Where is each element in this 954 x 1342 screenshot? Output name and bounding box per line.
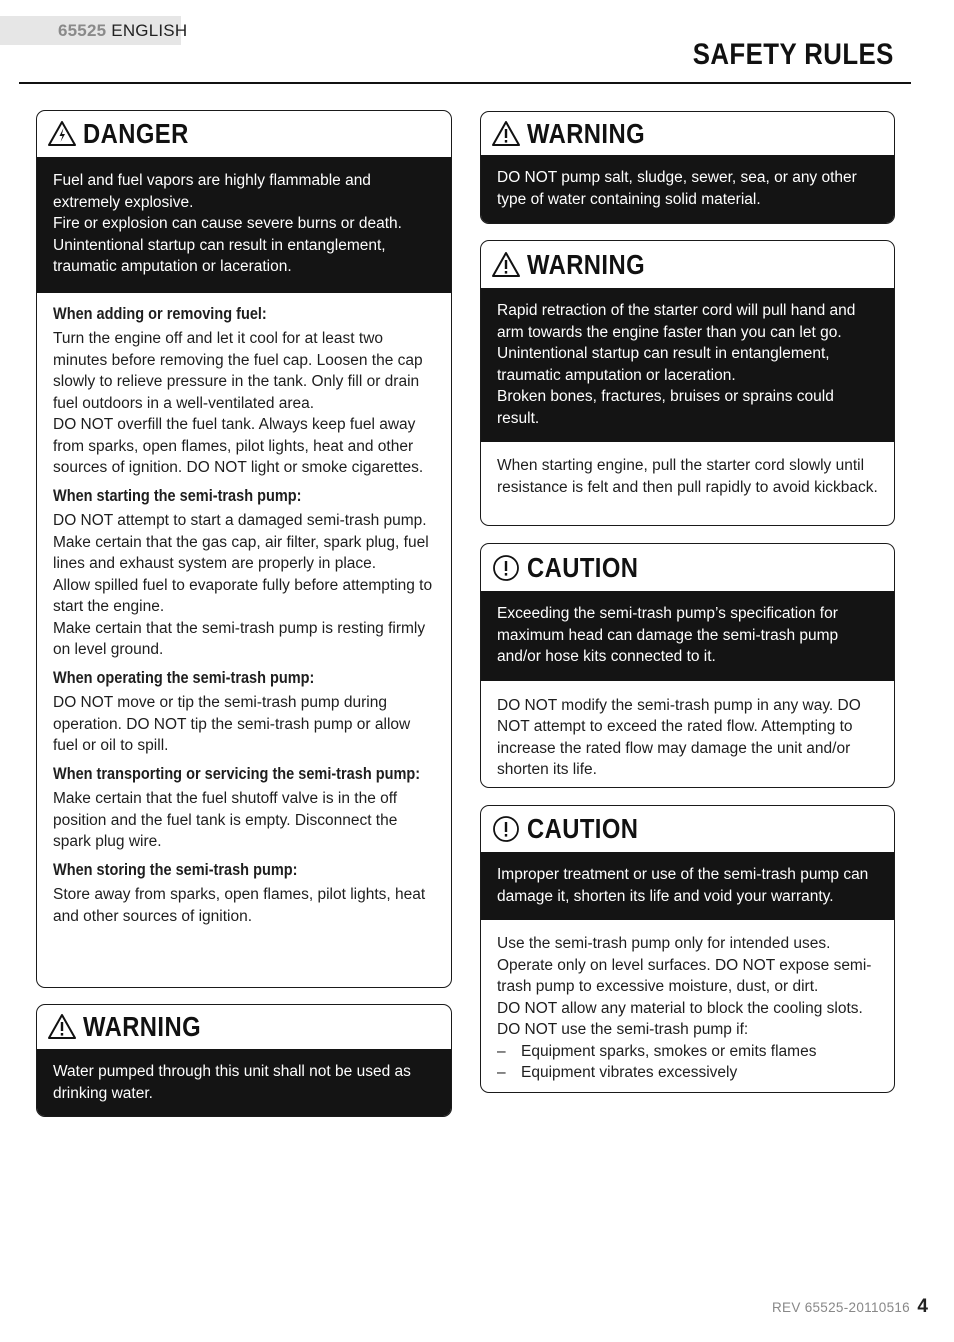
header-divider	[19, 82, 911, 84]
list-marker: –	[497, 1064, 506, 1081]
caution-max-head-box	[480, 543, 895, 788]
caution-line: Exceeding the semi-trash pump’s specification for maximum head can damage the semi-trash pump and/or hose kits connected to it.	[497, 605, 839, 665]
instruction-text: DO NOT use the semi-trash pump if:	[497, 1021, 749, 1038]
warning-drinking-water-box	[36, 1004, 452, 1117]
page-number: 4	[917, 1296, 928, 1317]
instruction-section-operating	[53, 668, 435, 757]
danger-hazard-statement	[37, 157, 451, 293]
instruction-text: DO NOT attempt to start a damaged semi-trash pump. Make certain that the gas cap, air filter, spark plug, fuel lines and exhaust system are properly in place.	[53, 512, 429, 572]
list-item	[497, 1041, 878, 1063]
model-language-tag	[0, 16, 188, 45]
warning-line: Broken bones, fractures, bruises or sprains could result.	[497, 388, 834, 427]
instruction-text: DO NOT allow any material to block the cooling slots.	[497, 999, 863, 1017]
section-heading: When starting the semi-trash pump:	[53, 486, 302, 505]
warning-triangle-icon	[47, 1012, 77, 1042]
danger-box	[36, 110, 452, 988]
caution-header	[481, 544, 894, 591]
list-item	[497, 1062, 878, 1084]
warning-line: Unintentional startup can result in entanglement, traumatic amputation or laceration.	[497, 345, 830, 384]
caution-title: CAUTION	[527, 813, 639, 844]
caution-instructions	[481, 681, 894, 789]
instruction-text: Operate only on level surfaces. DO NOT expose semi-trash pump to excessive moisture, dust, or dirt.	[497, 956, 872, 995]
warning-header	[481, 112, 894, 155]
exclamation-circle-icon	[491, 814, 521, 844]
danger-hazard-line: Unintentional startup can result in entanglement, traumatic amputation or laceration.	[53, 236, 386, 275]
caution-title: CAUTION	[527, 551, 639, 583]
instruction-section-adding-fuel	[53, 304, 435, 479]
warning-statement	[481, 155, 894, 224]
instruction-text: Store away from sparks, open flames, pilot lights, heat and other sources of ignition.	[53, 886, 426, 925]
caution-header	[481, 806, 894, 852]
model-number: 65525	[58, 21, 107, 40]
instruction-text: When starting engine, pull the starter cord slowly until resistance is felt and then pull rapidly to avoid kickback.	[497, 457, 878, 496]
danger-header	[37, 111, 451, 157]
caution-statement	[481, 591, 894, 681]
danger-hazard-line: Fire or explosion can cause severe burns or death.	[53, 215, 402, 232]
warning-triangle-lightning-icon	[47, 119, 77, 149]
warning-line: Rapid retraction of the starter cord will pull hand and arm towards the engine faster than you can let go.	[497, 302, 856, 341]
exclamation-circle-icon	[491, 553, 521, 583]
danger-hazard-line: Fuel and fuel vapors are highly flammable and extremely explosive.	[53, 172, 371, 211]
instruction-text: DO NOT overfill the fuel tank. Always keep fuel away from sparks, open flames, pilot lights, heat and other sources of ignition. DO NOT light or smoke cigarettes.	[53, 416, 424, 476]
caution-instructions	[481, 920, 894, 1093]
instruction-text: Turn the engine off and let it cool for at least two minutes before removing the fuel cap. Loosen the cap slowly to relieve pressure in the tank. Only fill or drain fuel outdoors in a well-ventilated area.	[53, 330, 423, 412]
danger-title: DANGER	[83, 118, 189, 149]
instruction-section-starting	[53, 486, 435, 661]
warning-header	[37, 1005, 451, 1049]
warning-title: WARNING	[83, 1011, 202, 1042]
warning-line: DO NOT pump salt, sludge, sewer, sea, or any other type of water containing solid material.	[497, 169, 857, 208]
instruction-text: Make certain that the semi-trash pump is resting firmly on level ground.	[53, 619, 426, 658]
revision-label: REV 65525-20110516	[771, 1300, 910, 1315]
warning-solid-material-box	[480, 111, 895, 224]
list-marker: –	[497, 1042, 506, 1060]
caution-statement	[481, 852, 894, 920]
section-heading: When adding or removing fuel:	[53, 304, 267, 323]
caution-line: Improper treatment or use of the semi-trash pump can damage it, shorten its life and void your warranty.	[497, 866, 869, 905]
danger-instructions	[37, 293, 451, 945]
language-label: ENGLISH	[111, 21, 188, 40]
section-heading: When transporting or servicing the semi-trash pump:	[53, 764, 421, 783]
warning-triangle-icon	[491, 119, 521, 149]
warning-starter-cord-box	[480, 240, 895, 526]
instruction-text: Allow spilled fuel to evaporate fully before attempting to start the engine.	[53, 576, 433, 615]
section-heading: When storing the semi-trash pump:	[53, 860, 298, 879]
warning-instructions	[481, 442, 894, 508]
list-item-text: Equipment sparks, smokes or emits flames	[521, 1042, 817, 1060]
warning-triangle-icon	[491, 250, 521, 280]
list-item-text: Equipment vibrates excessively	[521, 1064, 738, 1081]
instruction-text: Make certain that the fuel shutoff valve is in the off position and the fuel tank is empty. Disconnect the spark plug wire.	[53, 790, 398, 850]
instruction-text: Use the semi-trash pump only for intended uses.	[497, 935, 831, 952]
warning-title: WARNING	[527, 117, 646, 149]
warning-title: WARNING	[527, 248, 646, 280]
caution-improper-use-box	[480, 805, 895, 1093]
warning-statement	[37, 1049, 451, 1117]
warning-header	[481, 241, 894, 288]
instruction-section-transporting	[53, 764, 435, 853]
instruction-text: DO NOT move or tip the semi-trash pump during operation. DO NOT tip the semi-trash pump or allow fuel or oil to spill.	[53, 694, 411, 754]
section-heading: When operating the semi-trash pump:	[53, 668, 315, 687]
instruction-text: DO NOT modify the semi-trash pump in any way. DO NOT attempt to exceed the rated flow. Attempting to increase the rated flow may damage the unit and/or shorten its life.	[497, 696, 861, 778]
instruction-section-storing	[53, 860, 435, 928]
warning-line: Water pumped through this unit shall not be used as drinking water.	[53, 1063, 411, 1102]
page-title: SAFETY RULES	[692, 38, 894, 71]
warning-statement	[481, 288, 894, 442]
